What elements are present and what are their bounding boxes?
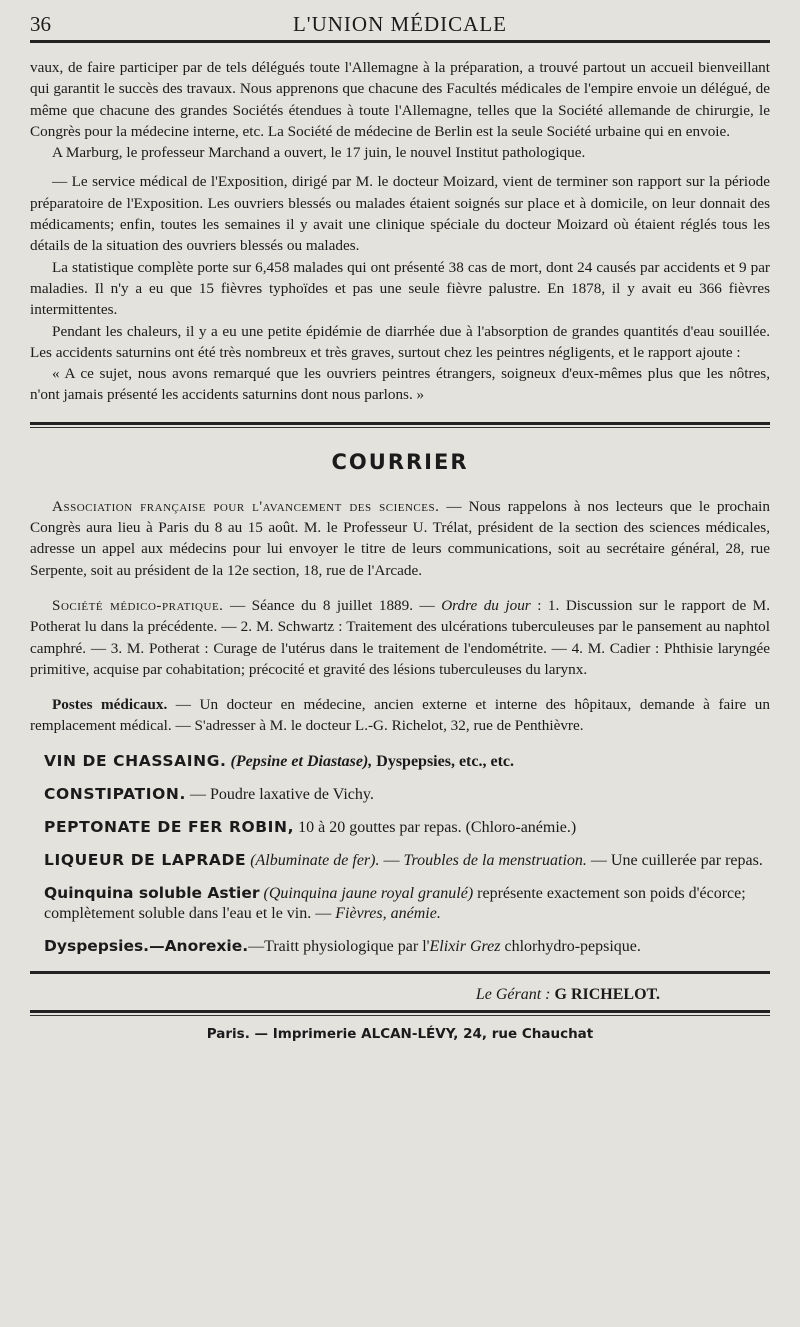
footer [30,971,770,1042]
footer-rule [30,971,770,974]
ad-italic: (Quinquina jaune royal granulé) [263,884,474,902]
ad-text: représente exactement son poids d'écorce; complètement soluble dans l'eau et le vin. — [44,884,746,922]
running-title: L'UNION MÉDICALE [292,12,507,36]
paragraph: La statistique complète porte sur 6,458 malades qui ont présenté 38 cas de mort, dont 24 causés par accidents et 9 par maladies. Il n'y a eu que 15 fièvres typhoïdes et pas une seule fièvre palustre. En 1878, il y avait eu 366 fièvres intermittentes. [30,258,770,319]
advertisement [30,817,770,838]
section-heading: COURRIER [331,449,469,474]
ad-text: chlorhydro-pepsique. [500,937,641,955]
ad-text: Dyspepsies, etc., etc. [372,752,515,770]
paragraph: « A ce sujet, nous avons remarqué que les ouvriers peintres étrangers, soigneux d'eux-mêmes plus que les nôtres, n'ont jamais présenté les accidents saturnins dont nous parlons. » [30,365,770,404]
printer-imprint: Paris. — Imprimerie ALCAN-LÉVY, 24, rue Chauchat [206,1025,594,1042]
advertisement [30,751,770,772]
ad-text: — Poudre laxative de Vichy. [185,785,374,803]
paragraph: vaux, de faire participer par de tels délégués toute l'Allemagne à la préparation, a trouvé partout un accueil bienveillant qui garantit le succès des travaux. Nous apprenons que chacune des Facultés médicales de l'empire envoie un délégué, de même que chacune des grandes Sociétés étendues à toute l'Allemagne, telles que la Société allemande de chirurgie, le Congrès pour la médecine interne, etc. La Société de médecine de Berlin est la seule Société urbaine qui en envoie. [30,59,770,140]
news-item [30,496,770,581]
ad-name: Quinquina soluble Astier [44,883,260,902]
ad-text: —Traitt physiologique par l' [248,937,430,955]
advertisement [30,936,770,957]
paragraph: Pendant les chaleurs, il y a eu une petite épidémie de diarrhée due à l'absorption de grandes quantités d'eau souillée. Les accidents saturnins ont été très nombreux et très graves, surtout chez les peintres négligents, et le rapport ajoute : [30,322,770,361]
header-rule [30,40,770,43]
gerant-name: G RICHELOT. [554,985,660,1003]
ad-text: — [379,851,404,869]
ad-name: Dyspepsies.—Anorexie. [44,936,249,955]
paragraph: A Marburg, le professeur Marchand a ouvert, le 17 juin, le nouvel Institut pathologique. [52,144,586,162]
main-article [30,57,770,406]
ad-italic: Troubles de la menstruation. [403,851,587,869]
ad-name: CONSTIPATION. [44,784,186,803]
ad-italic: Elixir Grez [429,937,501,955]
ad-italic: Fièvres, anémie. [335,904,441,922]
ad-name: VIN DE CHASSAING. [44,751,227,770]
ad-name: LIQUEUR DE LAPRADE [44,850,247,869]
gerant-label: Le Gérant : [475,985,551,1003]
paragraph: — Le service médical de l'Exposition, dirigé par M. le docteur Moizard, vient de terminer son rapport sur la période préparatoire de l'Exposition. Les ouvriers blessés ou malades étaient soignés sur place et à domicile, on leur donnait des médicaments; enfin, toutes les semaines il y avait une clinique spéciale du docteur Moizard où étaient réglés tous les détails de la situation des ouvriers blessés ou malades. [30,173,770,255]
page-header [30,6,770,36]
ad-text: — Une cuillerée par repas. [586,851,763,869]
ad-italic: (Albuminate de fer). [250,851,380,869]
page-number: 36 [30,12,51,36]
ad-text: 10 à 20 gouttes par repas. (Chloro-anémie.) [294,818,577,836]
news-text: — Nous rappelons à nos lecteurs que le prochain Congrès aura lieu à Paris du 8 au 15 août. M. le Professeur U. Trélat, président de la section des sciences médicales, adresse un appel aux médecins pour lui envoyer le titre de leurs communications, soit au secrétaire général, 28, rue Serpente, soit au président de la 12e section, 18, rue de l'Arcade. [30,497,770,579]
footer-rule [30,1015,770,1016]
courrier-section [30,496,770,737]
news-text: — Un docteur en médecine, ancien externe et interne des hôpitaux, demande à faire un remplacement médical. — S'adresser à M. le docteur L.-G. Richelot, 32, rue de Penthièvre. [30,696,770,735]
ad-italic: (Pepsine et Diastase), [230,752,373,770]
section-divider [30,422,770,428]
gerant-line [30,986,770,1004]
advertisement [30,883,770,924]
footer-rule [30,1010,770,1013]
news-item [30,595,770,680]
news-text: : 1. Discussion sur le rapport de M. Potherat lu dans la précédente. — 2. M. Schwartz : Traitement des ulcérations tuberculeuses par le pansement au naphtol camphré. — 3. M. Potherat : Curage de l'utérus dans le traitement de l'endométrite. — 4. M. Cadier : Phthisie laryngée primitive, acquise par cohabitation; précocité et gravité des lésions tuberculeuses du larynx. [30,596,770,678]
news-label: Association française pour l'avancement des sciences. [52,497,440,515]
advertisements [30,751,770,957]
news-label: Postes médicaux. [52,696,168,714]
news-text: — Séance du 8 juillet 1889. — [223,596,442,614]
ad-name: PEPTONATE DE FER ROBIN, [44,817,295,836]
news-label: Société médico-pratique. [52,596,224,614]
advertisement [30,784,770,805]
news-item [30,694,770,737]
advertisement [30,850,770,871]
news-italic: Ordre du jour [441,596,531,614]
